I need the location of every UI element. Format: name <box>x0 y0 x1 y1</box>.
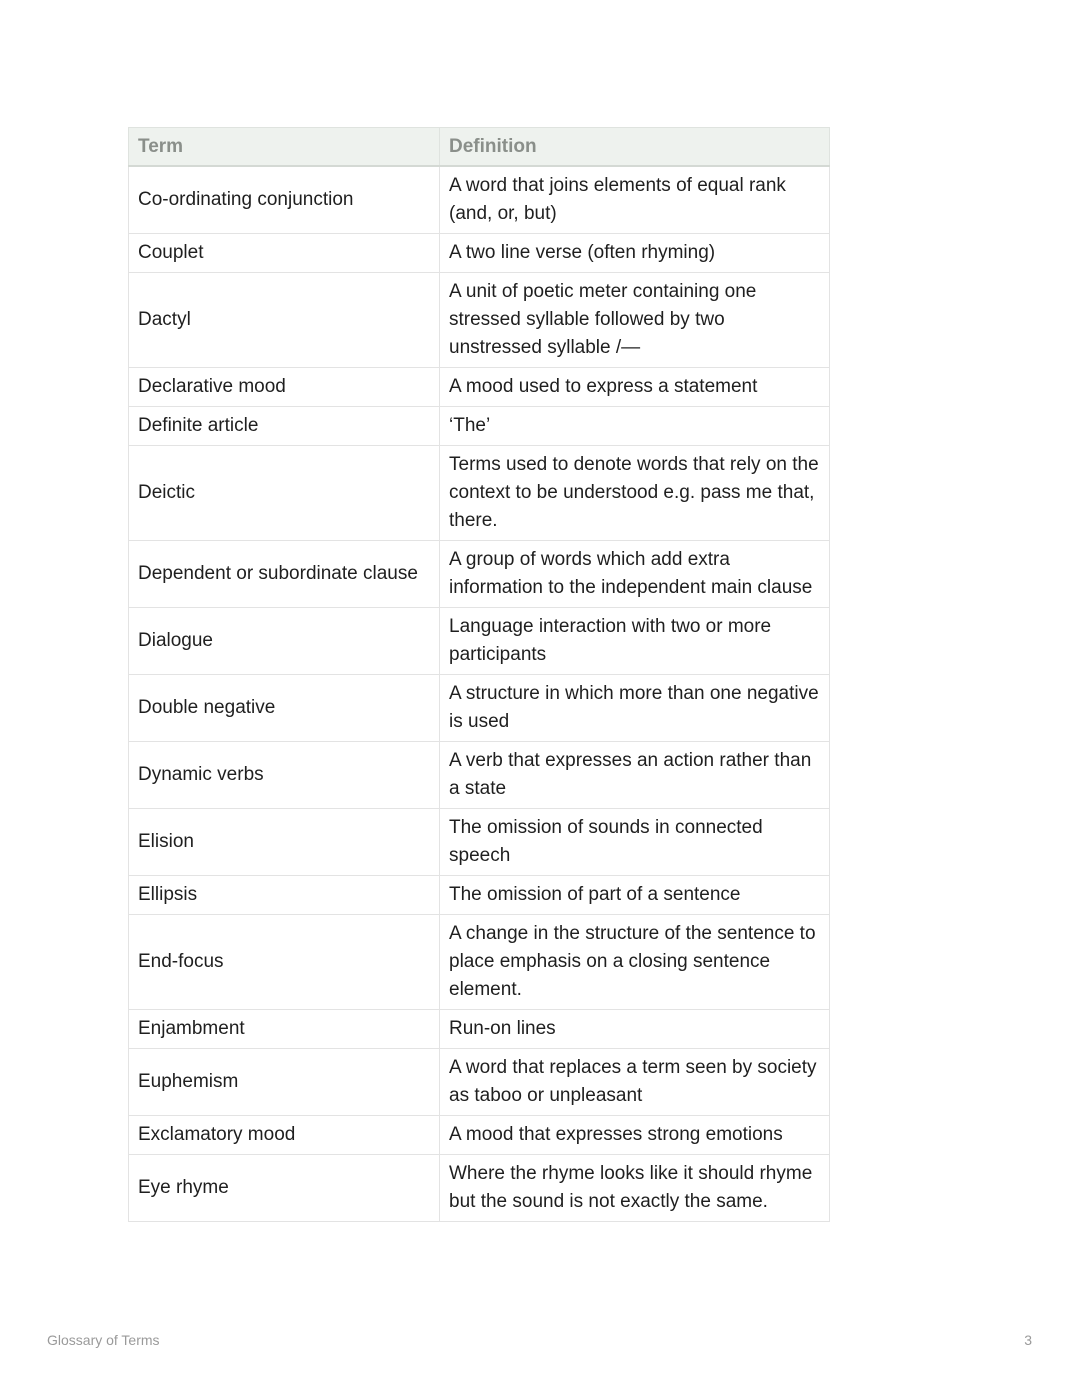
table-row <box>129 1010 830 1049</box>
term-cell: Eye rhyme <box>129 1155 440 1222</box>
table-row <box>129 809 830 876</box>
table-header-row <box>129 128 830 167</box>
term-cell: Enjambment <box>129 1010 440 1049</box>
term-cell: Deictic <box>129 446 440 541</box>
definition-cell: ‘The’ <box>440 407 830 446</box>
definition-cell: A verb that expresses an action rather than a state <box>440 742 830 809</box>
definition-cell: A structure in which more than one negative is used <box>440 675 830 742</box>
term-cell: Co-ordinating conjunction <box>129 166 440 234</box>
term-cell: Couplet <box>129 234 440 273</box>
definition-cell: A two line verse (often rhyming) <box>440 234 830 273</box>
table-row <box>129 407 830 446</box>
definition-cell: Run-on lines <box>440 1010 830 1049</box>
table-row <box>129 1049 830 1116</box>
term-cell: End-focus <box>129 915 440 1010</box>
table-row <box>129 446 830 541</box>
table-row <box>129 234 830 273</box>
term-cell: Declarative mood <box>129 368 440 407</box>
term-column-header: Term <box>129 128 440 167</box>
table-row <box>129 876 830 915</box>
table-row <box>129 675 830 742</box>
table-row <box>129 541 830 608</box>
term-cell: Dialogue <box>129 608 440 675</box>
term-cell: Definite article <box>129 407 440 446</box>
term-cell: Exclamatory mood <box>129 1116 440 1155</box>
definition-column-header: Definition <box>440 128 830 167</box>
definition-cell: A word that replaces a term seen by society as taboo or unpleasant <box>440 1049 830 1116</box>
glossary-table <box>128 127 830 1222</box>
term-cell: Ellipsis <box>129 876 440 915</box>
definition-cell: A word that joins elements of equal rank (and, or, but) <box>440 166 830 234</box>
table-row <box>129 1155 830 1222</box>
footer-document-title: Glossary of Terms <box>47 1332 160 1348</box>
page-number: 3 <box>1024 1332 1032 1348</box>
definition-cell: A mood that expresses strong emotions <box>440 1116 830 1155</box>
definition-cell: A mood used to express a statement <box>440 368 830 407</box>
definition-cell: Terms used to denote words that rely on the context to be understood e.g. pass me that, there. <box>440 446 830 541</box>
table-row <box>129 742 830 809</box>
term-cell: Double negative <box>129 675 440 742</box>
definition-cell: The omission of part of a sentence <box>440 876 830 915</box>
table-row <box>129 915 830 1010</box>
table-row <box>129 1116 830 1155</box>
term-cell: Elision <box>129 809 440 876</box>
table-row <box>129 273 830 368</box>
term-cell: Dynamic verbs <box>129 742 440 809</box>
table-row <box>129 368 830 407</box>
term-cell: Dactyl <box>129 273 440 368</box>
definition-cell: Language interaction with two or more participants <box>440 608 830 675</box>
definition-cell: The omission of sounds in connected speech <box>440 809 830 876</box>
table-row <box>129 166 830 234</box>
term-cell: Dependent or subordinate clause <box>129 541 440 608</box>
table-row <box>129 608 830 675</box>
definition-cell: A unit of poetic meter containing one stressed syllable followed by two unstressed syllable /— <box>440 273 830 368</box>
term-cell: Euphemism <box>129 1049 440 1116</box>
definition-cell: Where the rhyme looks like it should rhyme but the sound is not exactly the same. <box>440 1155 830 1222</box>
definition-cell: A change in the structure of the sentence to place emphasis on a closing sentence element. <box>440 915 830 1010</box>
definition-cell: A group of words which add extra information to the independent main clause <box>440 541 830 608</box>
